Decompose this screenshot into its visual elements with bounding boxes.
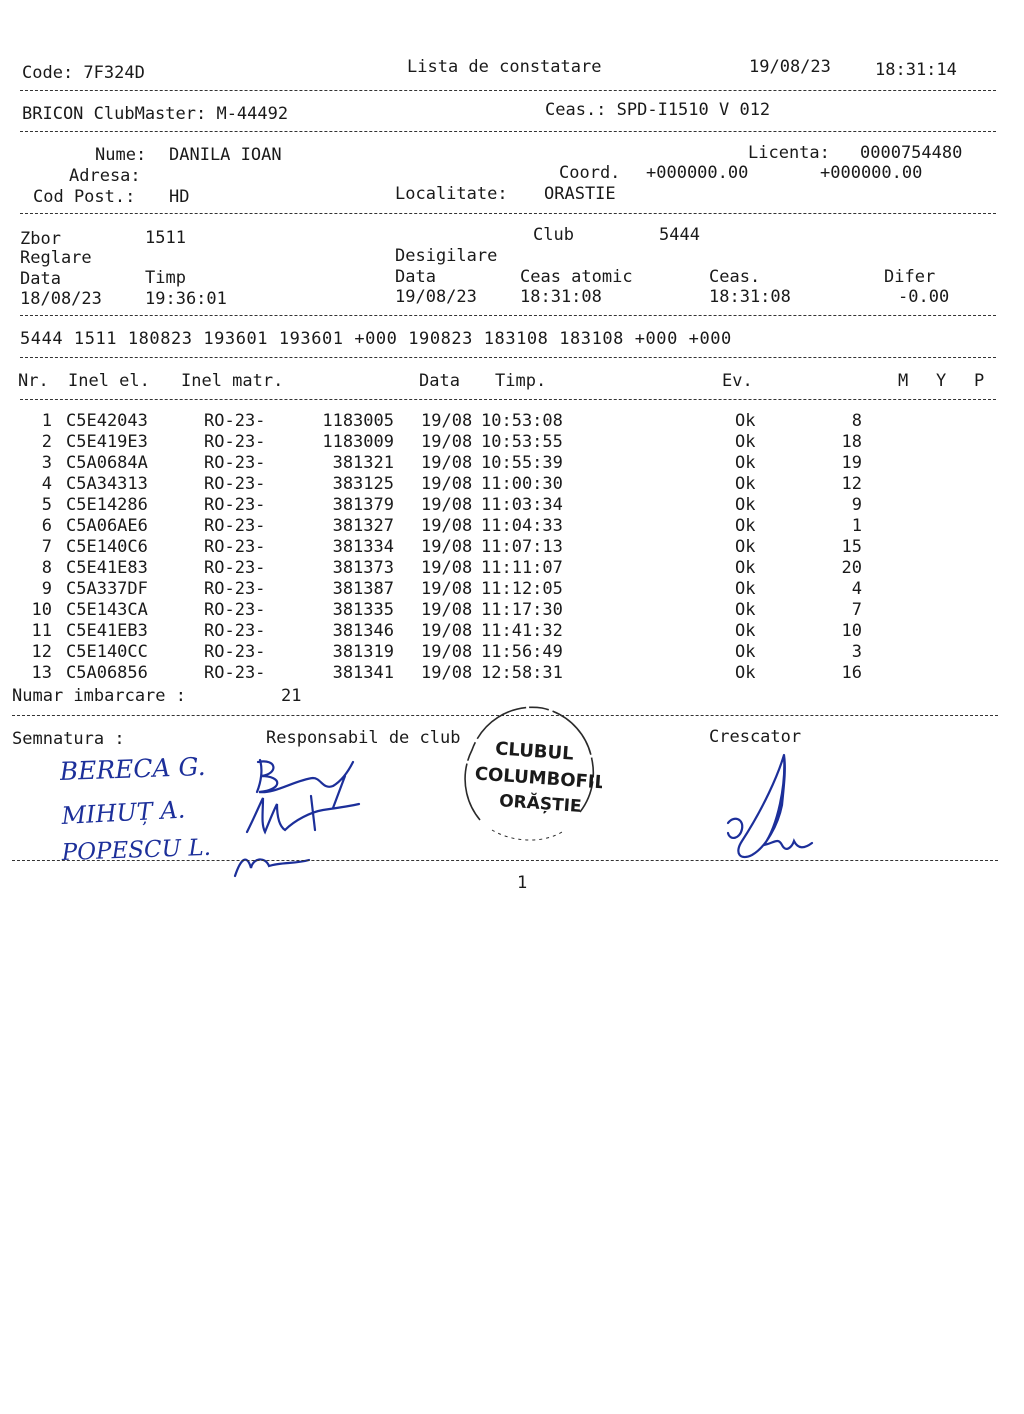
divider [20,315,996,316]
row-value: 15 [841,537,862,557]
breeder-signature [720,745,830,865]
reglare-label: Reglare [20,248,92,268]
table-row [0,621,1024,642]
row-inel-el: C5A0684A [66,453,148,473]
divider [20,213,996,214]
row-data: 19/08 [421,537,473,557]
signature-scribble-1 [257,760,353,808]
club-responsible-label: Responsabil de club [266,728,461,748]
row-prefix: RO-23- [204,474,266,494]
row-timp: 11:11:07 [481,558,563,578]
row-value: 10 [841,621,862,641]
row-timp: 11:56:49 [481,642,563,662]
row-inel-el: C5A34313 [66,474,148,494]
address-label: Adresa: [69,166,141,186]
locality-value: ORASTIE [544,184,616,204]
row-nr: 5 [41,495,52,515]
row-value: 19 [841,453,862,473]
boarding-label: Numar imbarcare : [12,686,186,706]
row-matr: 383125 [332,474,394,494]
ceas-label: Ceas. [709,267,761,287]
row-matr: 381334 [332,537,394,557]
boarding-value: 21 [281,686,302,706]
col-p: P [974,371,985,391]
row-data: 19/08 [421,411,473,431]
row-ev: Ok [735,474,756,494]
desig-data-label: Data [395,267,436,287]
postcode-value: HD [169,187,190,207]
row-data: 19/08 [421,453,473,473]
row-value: 18 [841,432,862,452]
row-value: 1 [851,516,862,536]
row-nr: 13 [31,663,52,683]
clock-id: Ceas.: SPD-I1510 V 012 [545,100,771,120]
row-nr: 12 [31,642,52,662]
club-stamp-svg [452,700,602,850]
table-row [0,432,1024,453]
row-timp: 11:04:33 [481,516,563,536]
row-prefix: RO-23- [204,495,266,515]
row-value: 7 [851,600,862,620]
table-row [0,579,1024,600]
report-code: Code: 7F324D [22,63,145,83]
row-data: 19/08 [421,432,473,452]
signature-label: Semnatura : [12,729,125,749]
row-value: 4 [851,579,862,599]
row-ev: Ok [735,411,756,431]
row-data: 19/08 [421,474,473,494]
reglare-timp: 19:36:01 [145,289,227,309]
row-matr: 1183009 [322,432,394,452]
col-inel-matr: Inel matr. [181,371,284,391]
coord-label: Coord. [559,163,621,183]
row-value: 3 [851,642,862,662]
desig-data: 19/08/23 [395,287,477,307]
row-ev: Ok [735,516,756,536]
breeder-signature-path [738,755,812,857]
divider [20,357,996,358]
row-nr: 2 [41,432,52,452]
locality-label: Localitate: [395,184,508,204]
code-line: 5444 1511 180823 193601 193601 +000 190823 183108 183108 +000 +000 [20,329,732,349]
row-data: 19/08 [421,663,473,683]
row-nr: 3 [41,453,52,473]
difer-value: -0.00 [898,287,950,307]
name-label: Nume: [95,145,147,165]
row-data: 19/08 [421,600,473,620]
row-ev: Ok [735,537,756,557]
row-timp: 10:53:08 [481,411,563,431]
row-timp: 11:41:32 [481,621,563,641]
row-ev: Ok [735,558,756,578]
row-prefix: RO-23- [204,579,266,599]
row-matr: 381335 [332,600,394,620]
row-timp: 11:07:13 [481,537,563,557]
row-nr: 8 [41,558,52,578]
row-nr: 1 [41,411,52,431]
ceas-atomic-label: Ceas atomic [520,267,633,287]
table-row [0,642,1024,663]
row-nr: 11 [31,621,52,641]
row-inel-el: C5E41E83 [66,558,148,578]
table-row [0,663,1024,684]
divider [20,399,996,400]
row-ev: Ok [735,579,756,599]
row-prefix: RO-23- [204,432,266,452]
row-timp: 11:00:30 [481,474,563,494]
row-timp: 11:12:05 [481,579,563,599]
postcode-label: Cod Post.: [33,187,136,207]
table-row [0,495,1024,516]
row-ev: Ok [735,453,756,473]
table-row [0,453,1024,474]
stamp-line-3: ORĂȘTIE [498,791,583,817]
row-prefix: RO-23- [204,621,266,641]
stamp-line-1: CLUBUL [494,738,575,765]
row-nr: 6 [41,516,52,536]
row-value: 16 [841,663,862,683]
table-row [0,474,1024,495]
row-nr: 10 [31,600,52,620]
row-matr: 381319 [332,642,394,662]
row-inel-el: C5E143CA [66,600,148,620]
row-prefix: RO-23- [204,663,266,683]
col-inel-el: Inel el. [68,371,150,391]
table-row [0,600,1024,621]
row-matr: 381341 [332,663,394,683]
club-stamp [452,700,602,850]
row-value: 9 [851,495,862,515]
table-row [0,558,1024,579]
row-matr: 381387 [332,579,394,599]
row-inel-el: C5A06856 [66,663,148,683]
row-ev: Ok [735,600,756,620]
row-matr: 381379 [332,495,394,515]
stamp-ring-partial [492,830,562,840]
row-value: 8 [851,411,862,431]
breeder-signature-loop [728,819,742,838]
row-matr: 1183005 [322,411,394,431]
row-inel-el: C5E14286 [66,495,148,515]
signature-scribble-2 [247,796,359,832]
row-timp: 10:55:39 [481,453,563,473]
divider [12,860,998,861]
handwritten-name-3: POPESCU L. [61,834,212,866]
row-timp: 11:17:30 [481,600,563,620]
row-timp: 10:53:55 [481,432,563,452]
row-nr: 9 [41,579,52,599]
row-data: 19/08 [421,516,473,536]
row-data: 19/08 [421,621,473,641]
breeder-signature-svg [720,745,830,865]
row-prefix: RO-23- [204,537,266,557]
col-m: M [898,371,909,391]
divider [20,90,996,91]
col-data: Data [419,371,460,391]
row-prefix: RO-23- [204,411,266,431]
divider [20,131,996,132]
desig-ceas: 18:31:08 [709,287,791,307]
report-time: 18:31:14 [875,60,957,80]
row-data: 19/08 [421,558,473,578]
row-inel-el: C5A337DF [66,579,148,599]
license-number: 0000754480 [860,143,963,163]
license-label: Licenta: [748,143,830,163]
row-ev: Ok [735,495,756,515]
reglare-data-label: Data [20,269,61,289]
flight-label: Zbor [20,229,61,249]
row-prefix: RO-23- [204,453,266,473]
table-row [0,411,1024,432]
reglare-timp-label: Timp [145,268,186,288]
row-nr: 7 [41,537,52,557]
flight-number: 1511 [145,228,186,248]
club-number: 5444 [659,225,700,245]
row-ev: Ok [735,663,756,683]
row-matr: 381346 [332,621,394,641]
row-prefix: RO-23- [204,642,266,662]
col-ev: Ev. [722,371,753,391]
stamp-line-2: COLUMBOFIL [474,763,602,794]
row-ev: Ok [735,642,756,662]
coord-value-1: +000000.00 [646,163,749,183]
row-nr: 4 [41,474,52,494]
row-value: 12 [841,474,862,494]
row-inel-el: C5E140C6 [66,537,148,557]
row-prefix: RO-23- [204,516,266,536]
clubmaster-id: BRICON ClubMaster: M-44492 [22,104,289,124]
row-inel-el: C5A06AE6 [66,516,148,536]
report-title: Lista de constatare [407,57,602,77]
club-label: Club [533,225,574,245]
desig-atomic: 18:31:08 [520,287,602,307]
row-timp: 12:58:31 [481,663,563,683]
row-inel-el: C5E41EB3 [66,621,148,641]
col-nr: Nr. [18,371,49,391]
row-data: 19/08 [421,642,473,662]
col-y: Y [936,371,947,391]
handwritten-name-2: MIHUȚ A. [60,795,186,830]
row-data: 19/08 [421,579,473,599]
row-inel-el: C5E419E3 [66,432,148,452]
owner-name: DANILA IOAN [169,145,282,165]
row-inel-el: C5E140CC [66,642,148,662]
breeder-label: Crescator [709,727,802,747]
report-date: 19/08/23 [749,57,831,77]
row-prefix: RO-23- [204,600,266,620]
row-prefix: RO-23- [204,558,266,578]
signature-scribble-3 [235,859,309,876]
row-matr: 381327 [332,516,394,536]
reglare-data: 18/08/23 [20,289,102,309]
row-matr: 381373 [332,558,394,578]
row-ev: Ok [735,432,756,452]
row-timp: 11:03:34 [481,495,563,515]
row-ev: Ok [735,621,756,641]
row-value: 20 [841,558,862,578]
row-inel-el: C5E42043 [66,411,148,431]
desigilare-label: Desigilare [395,246,498,266]
row-matr: 381321 [332,453,394,473]
coord-value-2: +000000.00 [820,163,923,183]
difer-label: Difer [884,267,936,287]
col-timp: Timp. [495,371,547,391]
handwritten-name-1: BERECA G. [60,752,206,786]
row-data: 19/08 [421,495,473,515]
table-row [0,537,1024,558]
page-number: 1 [517,873,528,893]
table-row [0,516,1024,537]
